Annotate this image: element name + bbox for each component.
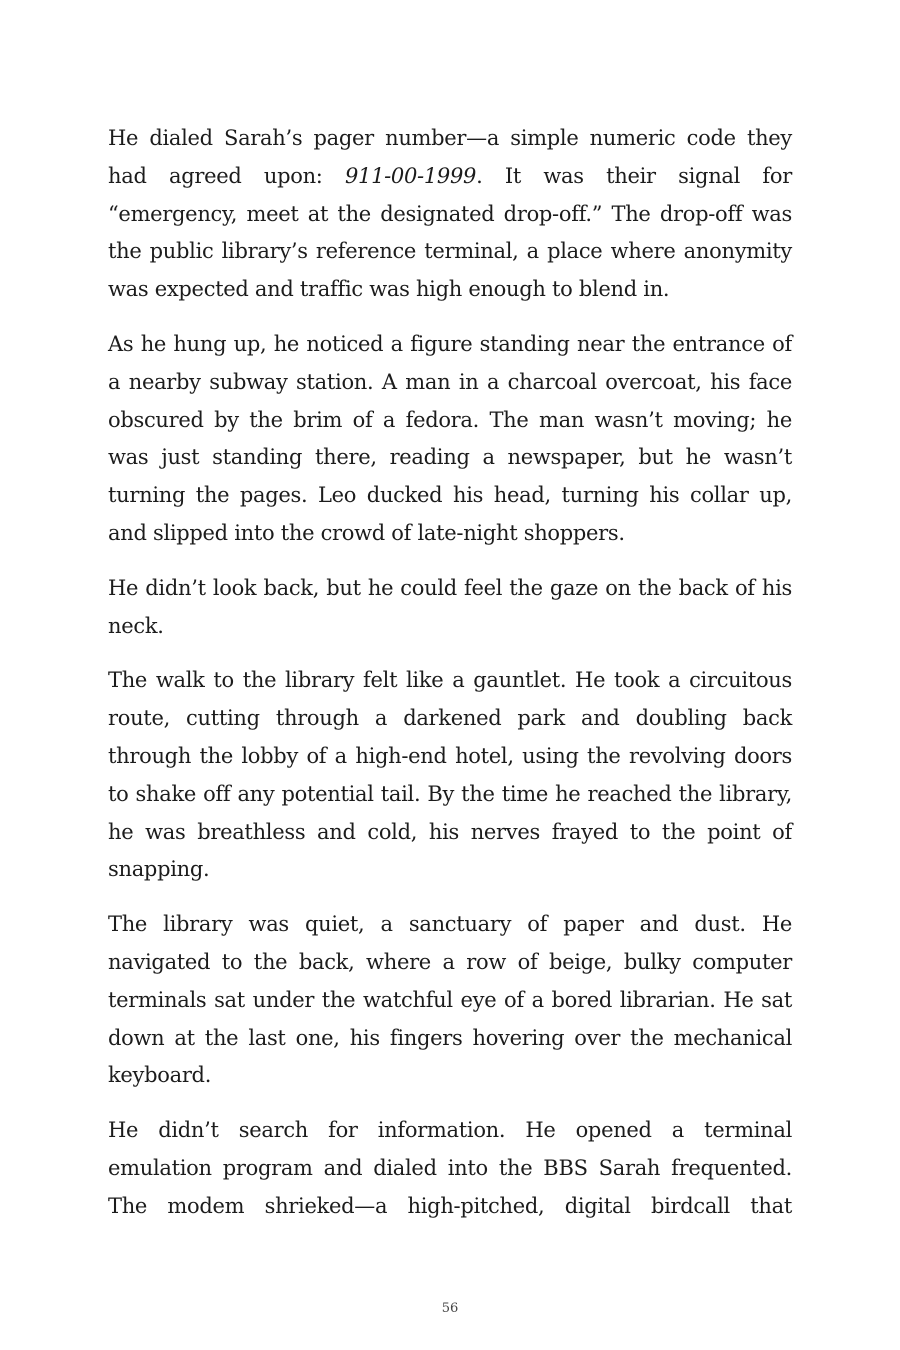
paragraph-6: He didn’t search for information. He opened a terminal emulation program and dialed into the BBS Sarah frequented. The modem shrieked—a high-pitched, digital birdcall that bbox=[108, 1118, 792, 1218]
paragraph-1-start: He dialed Sarah’s pager number—a simple numeric code they had agreed upon: bbox=[108, 126, 792, 188]
paragraph-4: The walk to the library felt like a gauntlet. He took a circuitous route, cutting through a darkened park and doubling back through the lobby of a high-end hotel, using the revolving doors to shake off any potential tail. By the time he reached the library, he was breathless and cold, his nerves frayed to the point of snapping. bbox=[108, 668, 792, 882]
paragraph-2: As he hung up, he noticed a figure standing near the entrance of a nearby subway station. A man in a charcoal overcoat, his face obscured by the brim of a fedora. The man wasn’t moving; he was just standing there, reading a newspaper, but he wasn’t turning the pages. Leo ducked his head, turning his collar up, and slipped into the crowd of late-night shoppers. bbox=[108, 331, 792, 545]
paragraph-1-end: . It was their signal for “emergency, meet at the designated drop-off.” The drop-off was the public library’s reference terminal, a place where anonymity was expected and traffic was high enough to blend in. bbox=[108, 163, 792, 302]
pager-code: 911-00-1999 bbox=[344, 163, 477, 188]
paragraph-3: He didn’t look back, but he could feel the gaze on the back of his neck. bbox=[108, 575, 792, 638]
paragraph-1 bbox=[108, 120, 792, 309]
body-text bbox=[108, 120, 792, 1243]
paragraph-5: The library was quiet, a sanctuary of paper and dust. He navigated to the back, where a row of beige, bulky computer terminals sat under the watchful eye of a bored librarian. He sat down at the last one, his fingers hovering over the mechanical keyboard. bbox=[108, 912, 792, 1088]
page-number: 56 bbox=[441, 1301, 459, 1316]
